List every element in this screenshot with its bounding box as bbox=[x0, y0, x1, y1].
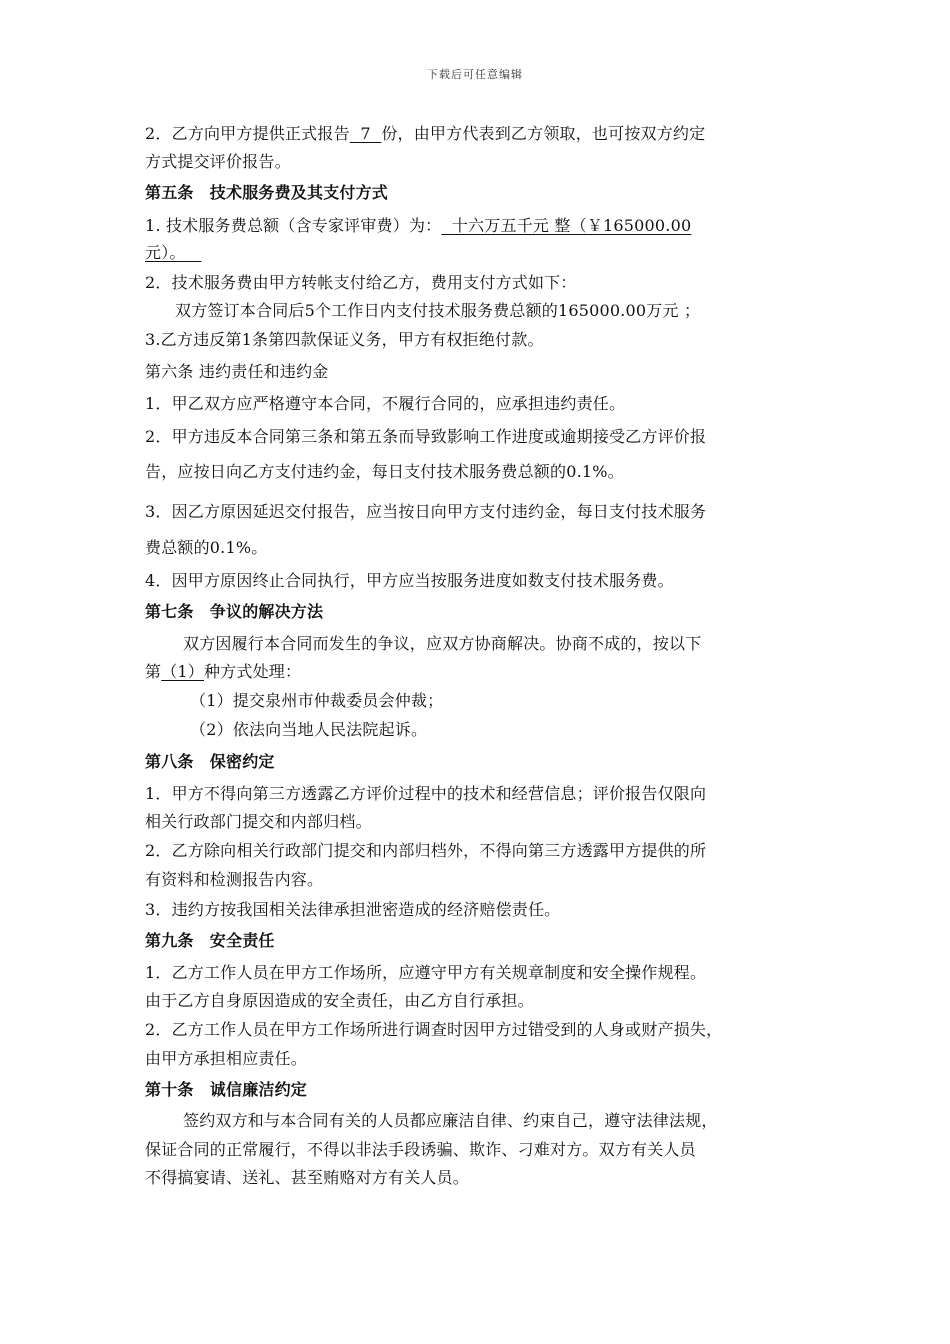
text-line: 2．甲方违反本合同第三条和第五条而导致影响工作进度或逾期接受乙方评价报 bbox=[145, 427, 707, 446]
fee-total-line: 1. 技术服务费总额（含专家评审费）为： 十六万五千元 整（￥165000.00 bbox=[145, 216, 692, 235]
text-line: 双方因履行本合同而发生的争议，应双方协商解决。协商不成的，按以下 bbox=[183, 634, 702, 653]
section-heading-6: 第六条 违约责任和违约金 bbox=[145, 362, 329, 381]
text-line: 2．乙方除向相关行政部门提交和内部归档外，不得向第三方透露甲方提供的所 bbox=[145, 841, 707, 860]
dispute-method-line: 第（1）种方式处理： bbox=[145, 662, 302, 681]
text-line: 不得搞宴请、送礼、甚至贿赂对方有关人员。 bbox=[145, 1168, 470, 1187]
text-line: 相关行政部门提交和内部归档。 bbox=[145, 812, 372, 831]
clause-4-item-2: 2．乙方向甲方提供正式报告 7 份，由甲方代表到乙方领取，也可按双方约定 bbox=[145, 124, 706, 143]
text-line: 3．违约方按我国相关法律承担泄密造成的经济赔偿责任。 bbox=[145, 900, 561, 919]
list-item: （1）提交泉州市仲裁委员会仲裁； bbox=[190, 691, 444, 710]
text-line: 由甲方承担相应责任。 bbox=[145, 1049, 308, 1068]
fee-total-line-cont: 元）。 bbox=[145, 243, 202, 262]
text-line: 方式提交评价报告。 bbox=[145, 152, 291, 171]
text-line: 签约双方和与本合同有关的人员都应廉洁自律、约束自己，遵守法律法规， bbox=[183, 1111, 718, 1130]
text-line: 有资料和检测报告内容。 bbox=[145, 870, 324, 889]
text-line: 保证合同的正常履行，不得以非法手段诱骗、欺诈、刁难对方。双方有关人员 bbox=[145, 1140, 696, 1159]
text-line: 3.乙方违反第1条第四款保证义务，甲方有权拒绝付款。 bbox=[145, 330, 544, 349]
text-line: 2．技术服务费由甲方转帐支付给乙方，费用支付方式如下： bbox=[145, 273, 577, 292]
fee-amount: 十六万五千元 整（￥165000.00 bbox=[441, 216, 692, 235]
text-line: 双方签订本合同后5个工作日内支付技术服务费总额的165000.00万元 ； bbox=[175, 301, 701, 320]
page-header: 下载后可任意编辑 bbox=[427, 68, 523, 81]
report-copies: 7 bbox=[349, 124, 382, 143]
section-heading-7: 第七条 争议的解决方法 bbox=[145, 602, 324, 621]
section-heading-9: 第九条 安全责任 bbox=[145, 931, 275, 950]
section-heading-5: 第五条 技术服务费及其支付方式 bbox=[145, 183, 389, 202]
section-heading-8: 第八条 保密约定 bbox=[145, 752, 275, 771]
section-heading-10: 第十条 诚信廉洁约定 bbox=[145, 1080, 308, 1099]
text-line: 4．因甲方原因终止合同执行，甲方应当按服务进度如数支付技术服务费。 bbox=[145, 571, 674, 590]
text-line: 告，应按日向乙方支付违约金，每日支付技术服务费总额的0.1%。 bbox=[145, 462, 624, 481]
text-line: 1．甲方不得向第三方透露乙方评价过程中的技术和经营信息；评价报告仅限向 bbox=[145, 784, 707, 803]
dispute-option: （1） bbox=[161, 662, 204, 681]
text-line: 2．乙方工作人员在甲方工作场所进行调查时因甲方过错受到的人身或财产损失， bbox=[145, 1020, 723, 1039]
text-line: 1．甲乙双方应严格遵守本合同，不履行合同的，应承担违约责任。 bbox=[145, 394, 626, 413]
list-item: （2）依法向当地人民法院起诉。 bbox=[190, 720, 428, 739]
text-line: 费总额的0.1%。 bbox=[145, 538, 268, 557]
text-line: 3．因乙方原因延迟交付报告，应当按日向甲方支付违约金，每日支付技术服务 bbox=[145, 502, 707, 521]
text-line: 1．乙方工作人员在甲方工作场所，应遵守甲方有关规章制度和安全操作规程。 bbox=[145, 963, 707, 982]
text-line: 由于乙方自身原因造成的安全责任，由乙方自行承担。 bbox=[145, 991, 534, 1010]
